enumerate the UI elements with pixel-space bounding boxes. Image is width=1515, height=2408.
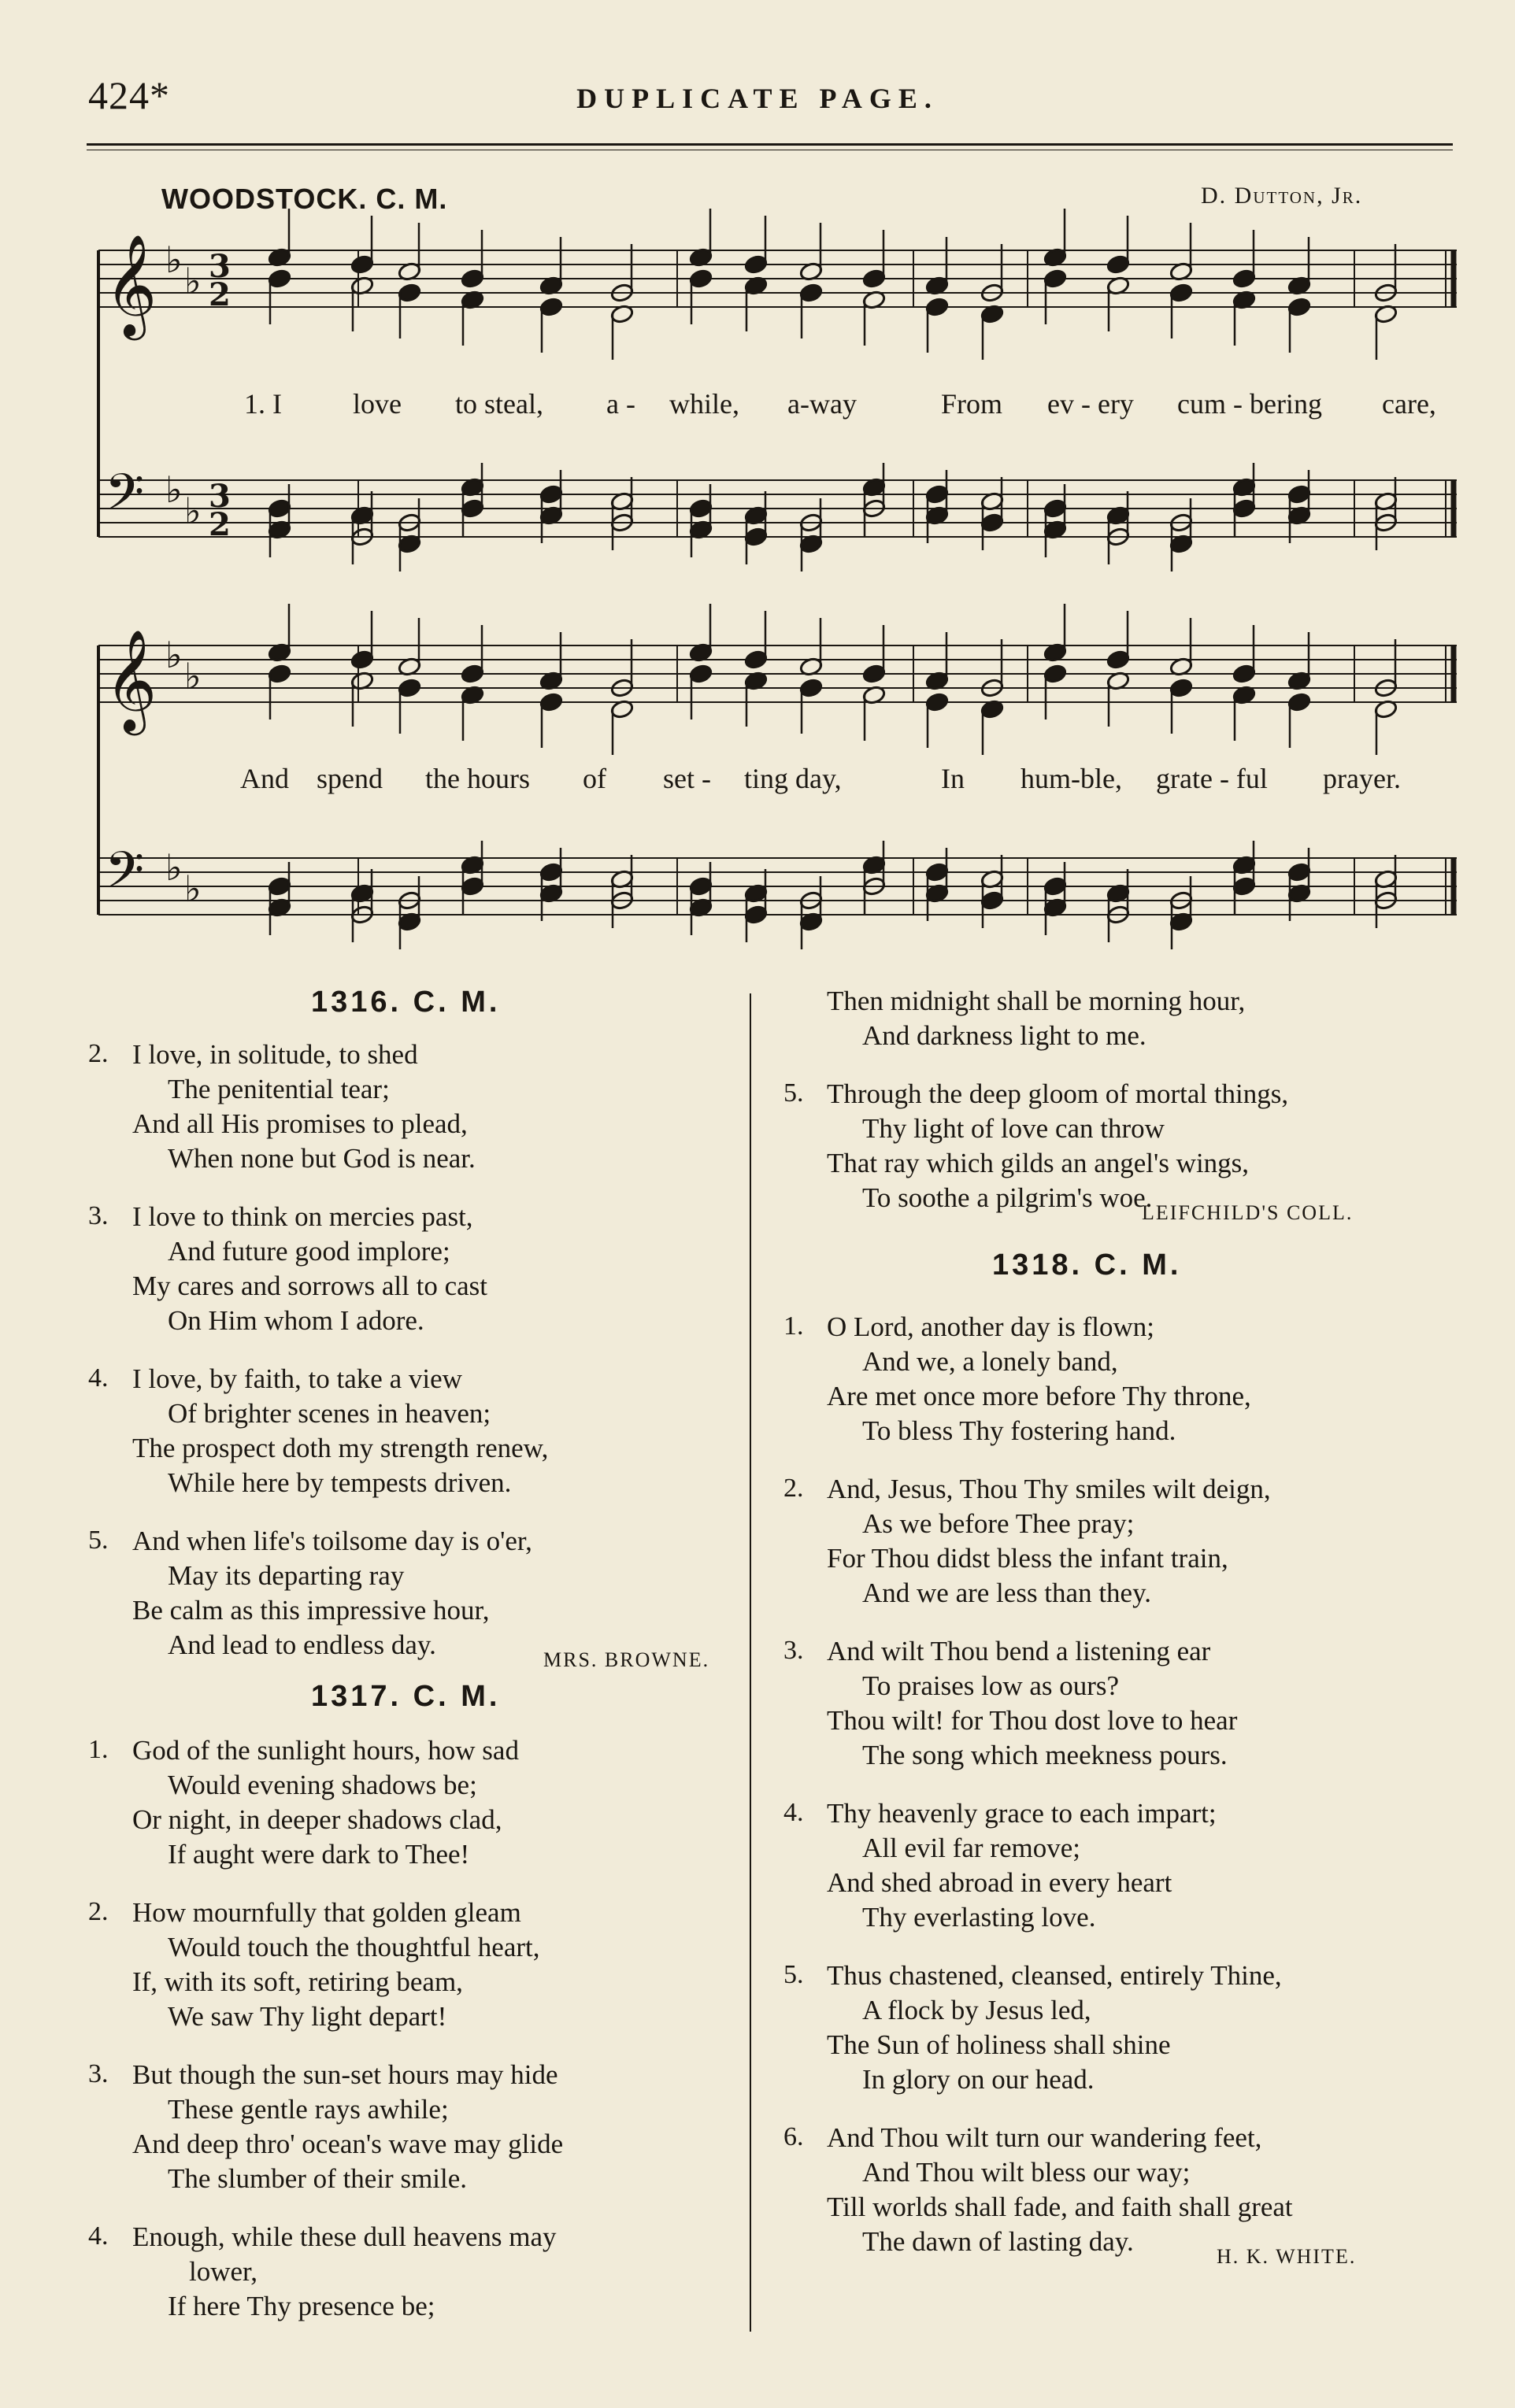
note-head [539, 484, 564, 505]
note-head [1043, 876, 1068, 897]
note-head [744, 904, 769, 925]
lyric-syllable: love [353, 388, 402, 420]
verse-line: And, Jesus, Thou Thy smiles wilt deign, [827, 1474, 1271, 1504]
verse-line: May its departing ray [168, 1560, 405, 1591]
verse-number: 1. [783, 1311, 804, 1341]
verse-line: How mournfully that golden gleam [132, 1897, 521, 1928]
verse-line: That ray which gilds an angel's wings, [827, 1148, 1250, 1178]
note-head [268, 498, 292, 519]
verse-line: The Sun of holiness shall shine [827, 2029, 1171, 2060]
lyric-syllable: the hours [425, 763, 530, 794]
verse-line: Thy light of love can throw [862, 1113, 1165, 1144]
flat-icon: ♭ [184, 867, 202, 910]
lyric-syllable: a - [606, 388, 635, 420]
verse-line: Are met once more before Thy throne, [827, 1381, 1251, 1411]
note-head [539, 862, 564, 882]
lyric-syllable: grate - ful [1156, 763, 1268, 794]
page-number: 424* [88, 73, 170, 117]
running-head: DUPLICATE PAGE. [576, 83, 939, 114]
note-head [461, 268, 485, 289]
lyric-syllable: spend [317, 763, 383, 794]
note-head [925, 862, 950, 882]
note-head [689, 664, 713, 684]
lyric-syllable: 1. I [244, 388, 282, 420]
verse-line: And when life's toilsome day is o'er, [132, 1526, 532, 1556]
flat-icon: ♭ [165, 634, 183, 676]
verse-number: 3. [88, 1201, 109, 1230]
verse-line: The song which meekness pours. [862, 1740, 1228, 1770]
lyric-syllable: ev - ery [1047, 388, 1134, 420]
verse-line: But though the sun-set hours may hide [132, 2059, 558, 2090]
verse-number: 4. [88, 1363, 109, 1393]
verse-line: A flock by Jesus led, [862, 1995, 1091, 2025]
lyric-syllable: And [240, 763, 289, 794]
note-head [268, 876, 292, 897]
treble-clef-icon: 𝄞 [105, 234, 157, 336]
note-head [925, 484, 950, 505]
lyric-syllable: hum-ble, [1020, 763, 1122, 794]
verse-number: 6. [783, 2122, 804, 2151]
hymn-title: 1317. C. M. [311, 1680, 501, 1713]
bass-clef-icon: 𝄢 [105, 842, 145, 912]
hymn-attribution: LEIFCHILD'S COLL. [1142, 1201, 1354, 1224]
note-head [461, 498, 485, 519]
verse-line: I love, by faith, to take a view [132, 1363, 462, 1394]
time-signature-top: 3 [209, 248, 231, 285]
verse-line: For Thou didst bless the infant train, [827, 1543, 1228, 1574]
verse-line: My cares and sorrows all to cast [132, 1271, 487, 1301]
verse-number: 3. [783, 1636, 804, 1665]
lyric-syllable: set - [663, 763, 711, 794]
note-head [1287, 484, 1312, 505]
verse-line: If, with its soft, retiring beam, [132, 1966, 463, 1997]
verse-line: Enough, while these dull heavens may [132, 2221, 557, 2252]
note-head [980, 890, 1005, 911]
verse-line: On Him whom I adore. [168, 1305, 424, 1336]
note-head [1232, 664, 1257, 684]
note-head [744, 649, 769, 670]
verse-line: And Thou wilt bless our way; [862, 2157, 1191, 2188]
flat-icon: ♭ [184, 655, 202, 697]
note-head [1232, 876, 1257, 897]
note-head [925, 297, 950, 317]
lyric-syllable: From [941, 388, 1003, 420]
note-head [744, 527, 769, 547]
verse-line: Be calm as this impressive hour, [132, 1595, 490, 1626]
flat-icon: ♭ [165, 239, 183, 281]
verse-line: And lead to endless day. [168, 1629, 436, 1660]
note-head [350, 649, 375, 670]
verse-line: Would touch the thoughtful heart, [168, 1932, 540, 1962]
verse-line: I love, in solitude, to shed [132, 1039, 418, 1070]
note-head [1043, 498, 1068, 519]
verse-line: These gentle rays awhile; [168, 2094, 449, 2125]
flat-icon: ♭ [165, 846, 183, 889]
note-head [862, 268, 887, 289]
note-head [539, 297, 564, 317]
verse-line: The penitential tear; [168, 1074, 390, 1104]
verse-line: While here by tempests driven. [168, 1467, 512, 1498]
verse-line: To bless Thy fostering hand. [862, 1415, 1176, 1446]
note-head [1106, 254, 1131, 275]
verse-line: Thy everlasting love. [862, 1902, 1096, 1933]
lyric-syllable: care, [1382, 388, 1436, 420]
verse-line: O Lord, another day is flown; [827, 1311, 1155, 1342]
lyric-syllable: cum - bering [1177, 388, 1322, 420]
hymn-title: 1316. C. M. [311, 986, 501, 1019]
lyric-syllable: In [941, 763, 965, 794]
verse-line: Through the deep gloom of mortal things, [827, 1078, 1289, 1109]
note-head [862, 664, 887, 684]
verse-line: I love to think on mercies past, [132, 1201, 473, 1232]
lyric-syllable: to steal, [455, 388, 543, 420]
lyric-syllable: while, [669, 388, 739, 420]
verse-number: 2. [783, 1474, 804, 1503]
note-head [461, 876, 485, 897]
note-head [1043, 664, 1068, 684]
verse-number: 2. [88, 1897, 109, 1926]
verse-line: And all His promises to plead, [132, 1108, 468, 1139]
verse-line: To soothe a pilgrim's woe. [862, 1182, 1153, 1213]
time-signature-top: 3 [209, 478, 231, 515]
note-head [398, 678, 422, 698]
column-divider [750, 993, 751, 2332]
note-head [1169, 678, 1194, 698]
verse-line: Then midnight shall be morning hour, [827, 986, 1246, 1016]
verse-line: If aught were dark to Thee! [168, 1839, 470, 1870]
lyric-syllable: prayer. [1323, 763, 1401, 794]
note-head [799, 283, 824, 303]
treble-clef-icon: 𝄞 [105, 629, 157, 731]
verse-number: 5. [88, 1526, 109, 1555]
bass-clef-icon: 𝄢 [105, 464, 145, 534]
verse-line: God of the sunlight hours, how sad [132, 1735, 519, 1766]
verse-line: Thou wilt! for Thou dost love to hear [827, 1705, 1238, 1736]
note-head [1232, 268, 1257, 289]
note-head [1106, 649, 1131, 670]
verse-line: If here Thy presence be; [168, 2291, 435, 2321]
note-head [744, 254, 769, 275]
lyric-syllable: a-way [787, 388, 857, 420]
verse-number: 2. [88, 1039, 109, 1068]
verse-line: When none but God is near. [168, 1143, 476, 1174]
lyric-syllable: ting day, [744, 763, 842, 794]
note-head [1043, 268, 1068, 289]
verse-line: And shed abroad in every heart [827, 1867, 1172, 1898]
hymn-attribution: H. K. WHITE. [1217, 2245, 1357, 2268]
music-score [0, 0, 1515, 960]
verse-line: Till worlds shall fade, and faith shall great [827, 2192, 1293, 2222]
verse-line: The slumber of their smile. [168, 2163, 468, 2194]
note-head [1287, 692, 1312, 712]
verse-number: 4. [783, 1798, 804, 1827]
time-signature-bottom: 2 [209, 276, 231, 313]
time-signature-bottom: 2 [209, 506, 231, 543]
hymn-attribution: MRS. BROWNE. [543, 1648, 710, 1671]
note-head [1287, 297, 1312, 317]
note-head [689, 876, 713, 897]
verse-number: 3. [88, 2059, 109, 2088]
note-head [539, 692, 564, 712]
verse-line: Thy heavenly grace to each impart; [827, 1798, 1217, 1829]
flat-icon: ♭ [184, 490, 202, 532]
note-head [268, 664, 292, 684]
note-head [925, 692, 950, 712]
verse-number: 1. [88, 1735, 109, 1764]
note-head [1232, 498, 1257, 519]
verse-line: In glory on our head. [862, 2064, 1095, 2095]
flat-icon: ♭ [184, 260, 202, 302]
tune-name: WOODSTOCK. C. M. [161, 183, 448, 215]
flat-icon: ♭ [165, 468, 183, 511]
verse-line: And deep thro' ocean's wave may glide [132, 2129, 564, 2159]
verse-line: The prospect doth my strength renew, [132, 1433, 549, 1463]
verse-line: All evil far remove; [862, 1833, 1080, 1863]
note-head [1287, 862, 1312, 882]
note-head [350, 254, 375, 275]
verse-number: 4. [88, 2221, 109, 2251]
note-head [268, 268, 292, 289]
note-head [398, 283, 422, 303]
note-head [689, 498, 713, 519]
verse-line: Or night, in deeper shadows clad, [132, 1804, 502, 1835]
verse-line: And we are less than they. [862, 1578, 1152, 1608]
note-head [689, 268, 713, 289]
note-head [1169, 283, 1194, 303]
verse-line: To praises low as ours? [862, 1670, 1120, 1701]
note-head [980, 512, 1005, 533]
verse-line: We saw Thy light depart! [168, 2001, 447, 2032]
verse-line: As we before Thee pray; [862, 1508, 1135, 1539]
lyric-syllable: of [583, 763, 606, 794]
verse-line: The dawn of lasting day. [862, 2226, 1134, 2257]
verse-line: And Thou wilt turn our wandering feet, [827, 2122, 1262, 2153]
verse-line: And darkness light to me. [862, 1020, 1146, 1051]
tune-composer: D. Dutton, Jr. [1201, 183, 1363, 209]
verse-line: And wilt Thou bend a listening ear [827, 1636, 1211, 1666]
verse-line: Would evening shadows be; [168, 1770, 477, 1800]
verse-number: 5. [783, 1960, 804, 1989]
verse-number: 5. [783, 1078, 804, 1108]
verse-line: And future good implore; [168, 1236, 450, 1267]
hymn-title: 1318. C. M. [992, 1248, 1182, 1282]
verse-line: And we, a lonely band, [862, 1346, 1118, 1377]
verse-line: Thus chastened, cleansed, entirely Thine, [827, 1960, 1282, 1991]
note-head [461, 664, 485, 684]
verse-line: lower, [189, 2256, 258, 2287]
verse-line: Of brighter scenes in heaven; [168, 1398, 491, 1429]
note-head [799, 678, 824, 698]
